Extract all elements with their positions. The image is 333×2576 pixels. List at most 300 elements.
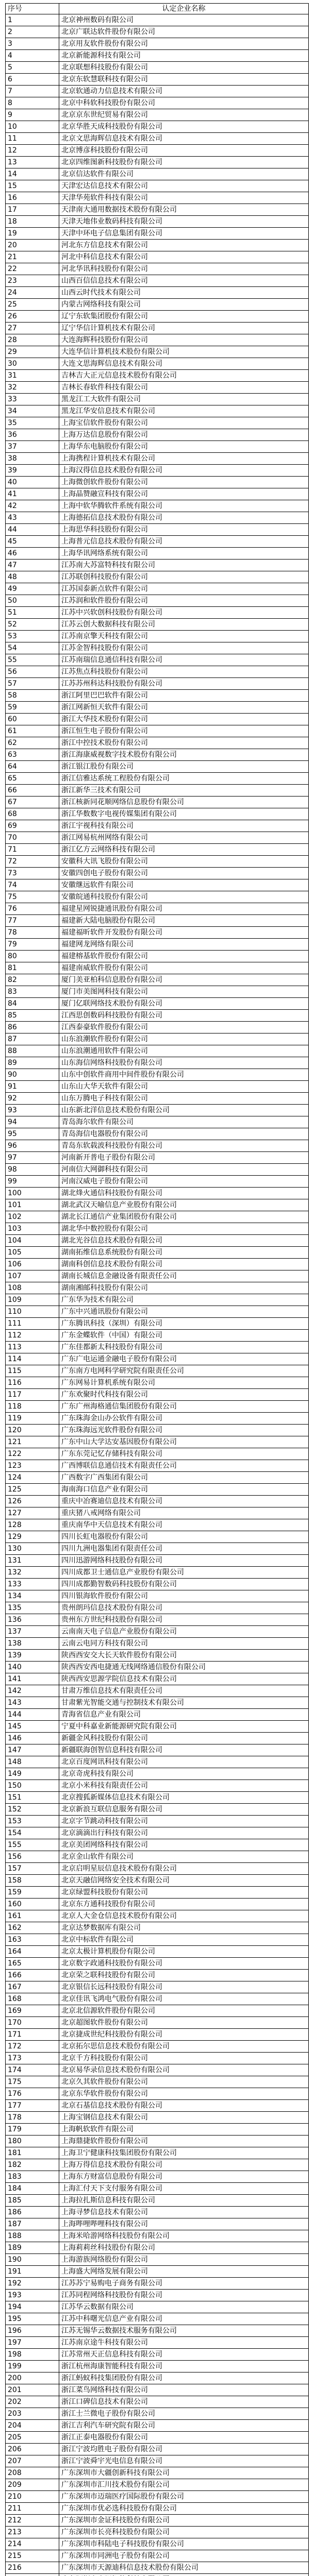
table-row — [6, 2432, 309, 2444]
table-row — [6, 50, 309, 62]
company-name: 北京京东世纪贸易有限公司 — [59, 109, 309, 121]
company-name: 浙江银江股份有限公司 — [59, 761, 309, 773]
row-index: 71 — [6, 844, 59, 856]
row-index: 128 — [6, 1519, 59, 1531]
row-index: 154 — [6, 1827, 59, 1839]
row-index: 43 — [6, 512, 59, 524]
company-name: 上海汇付天下支付服务有限公司 — [59, 2183, 309, 2195]
table-row — [6, 2562, 309, 2574]
table-row — [6, 773, 309, 785]
company-name: 四川九洲电器集团有限责任公司 — [59, 1543, 309, 1555]
table-row — [6, 2337, 309, 2349]
company-table — [5, 3, 309, 2576]
table-row — [6, 631, 309, 642]
row-index: 39 — [6, 465, 59, 477]
table-row — [6, 986, 309, 998]
table-row — [6, 1164, 309, 1176]
table-row — [6, 2207, 309, 2218]
table-row — [6, 1768, 309, 1780]
company-name: 北京博彦科技股份有限公司 — [59, 145, 309, 157]
table-row — [6, 74, 309, 86]
table-row — [6, 1152, 309, 1164]
company-name: 北京信达软件有限公司 — [59, 168, 309, 180]
row-index: 3 — [6, 38, 59, 50]
row-index: 121 — [6, 1436, 59, 1448]
company-name: 广西博联信息通信技术有限责任公司 — [59, 1460, 309, 1472]
table-row — [6, 1436, 309, 1448]
company-name: 福建南威软件股份有限公司 — [59, 962, 309, 974]
table-row — [6, 1887, 309, 1899]
row-index: 82 — [6, 974, 59, 986]
table-row — [6, 1081, 309, 1093]
company-name: 上海华东电脑股份有限公司 — [59, 441, 309, 453]
table-row — [6, 2088, 309, 2100]
row-index: 188 — [6, 2230, 59, 2242]
table-row — [6, 2112, 309, 2124]
company-name: 浙江吉利汽车研究院有限公司 — [59, 2420, 309, 2432]
row-index: 163 — [6, 1934, 59, 1946]
table-row — [6, 2183, 309, 2195]
table-row — [6, 1413, 309, 1425]
company-name: 山东浪潮软件股份有限公司 — [59, 1033, 309, 1045]
row-index: 144 — [6, 1709, 59, 1721]
table-header-row — [6, 4, 309, 14]
row-index: 36 — [6, 429, 59, 441]
company-name: 浙江蚂蚁科技集团股份有限公司 — [59, 2372, 309, 2384]
row-index: 32 — [6, 382, 59, 394]
company-name: 河北东方信息技术有限公司 — [59, 240, 309, 251]
table-row — [6, 749, 309, 761]
table-row — [6, 2491, 309, 2503]
company-name: 湖北光谷信息技术股份有限公司 — [59, 1235, 309, 1247]
row-index: 118 — [6, 1401, 59, 1413]
row-index: 101 — [6, 1199, 59, 1211]
table-row — [6, 1140, 309, 1152]
row-index: 161 — [6, 1910, 59, 1922]
table-row — [6, 465, 309, 477]
row-index: 83 — [6, 986, 59, 998]
table-row — [6, 725, 309, 737]
company-name: 广东中山大学达安基因股份有限公司 — [59, 1436, 309, 1448]
row-index: 197 — [6, 2337, 59, 2349]
table-row — [6, 1045, 309, 1057]
company-name: 上海宝钢信息技术有限公司 — [59, 2112, 309, 2124]
row-index: 2 — [6, 26, 59, 38]
table-row — [6, 1579, 309, 1590]
row-index: 95 — [6, 1128, 59, 1140]
table-row — [6, 796, 309, 808]
table-row — [6, 2124, 309, 2136]
row-index: 6 — [6, 74, 59, 86]
row-index: 158 — [6, 1875, 59, 1887]
row-index: 27 — [6, 323, 59, 334]
row-index: 109 — [6, 1294, 59, 1306]
table-row — [6, 2266, 309, 2278]
row-index: 162 — [6, 1922, 59, 1934]
company-name: 北京华胜天成科技股份有限公司 — [59, 121, 309, 133]
company-name: 湖北长江通信产业集团股份有限公司 — [59, 1211, 309, 1223]
company-name: 北京百度网讯科技有限公司 — [59, 1756, 309, 1768]
row-index: 89 — [6, 1057, 59, 1069]
table-row — [6, 666, 309, 678]
table-row — [6, 97, 309, 109]
table-row — [6, 2420, 309, 2432]
table-row — [6, 2278, 309, 2290]
company-name: 河北中科信息技术有限公司 — [59, 251, 309, 263]
table-row — [6, 548, 309, 560]
row-index: 57 — [6, 678, 59, 690]
table-row — [6, 1602, 309, 1614]
company-name: 江苏中兴软创科技股份有限公司 — [59, 607, 309, 619]
row-index: 164 — [6, 1946, 59, 1958]
table-row — [6, 1235, 309, 1247]
company-name: 河北华讯科技股份有限公司 — [59, 263, 309, 275]
row-index: 96 — [6, 1140, 59, 1152]
company-name: 福建网龙网络有限公司 — [59, 939, 309, 951]
table-row — [6, 927, 309, 939]
company-name: 浙江恒生电子股份有限公司 — [59, 725, 309, 737]
table-row — [6, 962, 309, 974]
company-name: 吉林吉大正元信息技术股份有限公司 — [59, 370, 309, 382]
row-index: 10 — [6, 121, 59, 133]
row-index: 99 — [6, 1176, 59, 1188]
table-row — [6, 180, 309, 192]
company-name: 山东中创软件商用中间件股份有限公司 — [59, 1069, 309, 1081]
row-index: 169 — [6, 2005, 59, 2017]
row-index: 193 — [6, 2290, 59, 2301]
table-row — [6, 1294, 309, 1306]
company-name: 青海省信息产业有限公司 — [59, 1709, 309, 1721]
table-row — [6, 62, 309, 74]
row-index: 147 — [6, 1744, 59, 1756]
table-row — [6, 2017, 309, 2029]
row-index: 140 — [6, 1662, 59, 1673]
company-name: 安徽四创电子股份有限公司 — [59, 868, 309, 879]
row-index: 171 — [6, 2029, 59, 2041]
row-index: 167 — [6, 1981, 59, 1993]
company-name: 重庆猪八戒网络有限公司 — [59, 1507, 309, 1519]
company-name: 北京千方科技股份有限公司 — [59, 2053, 309, 2064]
table-row — [6, 2171, 309, 2183]
table-row — [6, 1756, 309, 1768]
table-row — [6, 607, 309, 619]
row-index: 34 — [6, 405, 59, 417]
row-index: 129 — [6, 1531, 59, 1543]
table-row — [6, 1460, 309, 1472]
company-name: 江苏南京途牛科技有限公司 — [59, 2337, 309, 2349]
row-index: 55 — [6, 654, 59, 666]
row-index: 61 — [6, 725, 59, 737]
company-name: 大连文思海辉信息技术有限公司 — [59, 358, 309, 370]
company-name: 广东东莞记忆存储科技有限公司 — [59, 1448, 309, 1460]
table-row — [6, 903, 309, 915]
company-name: 青岛海信电器股份有限公司 — [59, 1128, 309, 1140]
table-row — [6, 2455, 309, 2467]
row-index: 184 — [6, 2183, 59, 2195]
row-index: 111 — [6, 1318, 59, 1330]
row-index: 136 — [6, 1614, 59, 1626]
row-index: 93 — [6, 1105, 59, 1116]
company-name: 上海汉得信息技术股份有限公司 — [59, 465, 309, 477]
row-index: 26 — [6, 311, 59, 323]
row-index: 212 — [6, 2515, 59, 2527]
table-row — [6, 145, 309, 157]
row-index: 19 — [6, 228, 59, 240]
company-name: 北京拓尔思信息技术股份有限公司 — [59, 2041, 309, 2053]
table-row — [6, 2396, 309, 2408]
row-index: 207 — [6, 2455, 59, 2467]
company-name: 北京文思海辉信息技术有限公司 — [59, 133, 309, 145]
row-index: 115 — [6, 1365, 59, 1377]
company-name: 贵州朗玛信息技术股份有限公司 — [59, 1602, 309, 1614]
table-row — [6, 2218, 309, 2230]
table-row — [6, 1377, 309, 1389]
table-row — [6, 2503, 309, 2515]
company-name: 北京东华软件股份有限公司 — [59, 2088, 309, 2100]
table-row — [6, 2147, 309, 2159]
table-row — [6, 133, 309, 145]
row-index — [6, 2574, 59, 2576]
company-name: 浙江华数数字电视传媒集团有限公司 — [59, 808, 309, 820]
row-index: 119 — [6, 1413, 59, 1425]
row-index: 47 — [6, 560, 59, 571]
company-name: 厦门亿联网络技术股份有限公司 — [59, 998, 309, 1010]
table-row — [6, 2230, 309, 2242]
table-row — [6, 785, 309, 796]
company-name: 上海卫宁健康科技集团股份有限公司 — [59, 2147, 309, 2159]
row-index: 216 — [6, 2562, 59, 2574]
company-name: 北京数字政通科技股份有限公司 — [59, 1958, 309, 1970]
table-row — [6, 1780, 309, 1792]
company-name: 甘肃紫光智能交通与控制技术有限公司 — [59, 1697, 309, 1709]
company-name: 江苏常州天正信息科技有限公司 — [59, 2349, 309, 2361]
table-row — [6, 1116, 309, 1128]
table-row — [6, 1306, 309, 1318]
company-name: 广西数字广西集团有限公司 — [59, 1472, 309, 1484]
row-index: 182 — [6, 2159, 59, 2171]
row-index: 142 — [6, 1685, 59, 1697]
row-index: 66 — [6, 785, 59, 796]
company-name: 广东珠海远光软件股份有限公司 — [59, 1425, 309, 1436]
table-row — [6, 477, 309, 488]
row-index: 192 — [6, 2278, 59, 2290]
row-index: 69 — [6, 820, 59, 832]
row-index: 211 — [6, 2503, 59, 2515]
table-row — [6, 1270, 309, 1282]
company-name: 江苏南京擎天科技有限公司 — [59, 631, 309, 642]
company-name: 江西思创数码科技股份有限公司 — [59, 1010, 309, 1022]
row-index: 20 — [6, 240, 59, 251]
row-index: 194 — [6, 2301, 59, 2313]
row-index: 189 — [6, 2242, 59, 2254]
table-row — [6, 832, 309, 844]
company-name: 宁夏中科嘉业新能源研究院有限公司 — [59, 1721, 309, 1733]
company-name: 浙江中控技术股份有限公司 — [59, 737, 309, 749]
table-row — [6, 702, 309, 714]
row-index: 98 — [6, 1164, 59, 1176]
company-name: 江苏无锡华云数据技术服务有限公司 — [59, 2325, 309, 2337]
row-index: 46 — [6, 548, 59, 560]
company-name: 上海鼎捷软件股份有限公司 — [59, 2136, 309, 2147]
table-row — [6, 1176, 309, 1188]
company-name: 重庆南华中天信息技术有限公司 — [59, 1519, 309, 1531]
table-row — [6, 595, 309, 607]
table-row — [6, 1650, 309, 1662]
row-index: 148 — [6, 1756, 59, 1768]
company-name: 上海中软华腾软件系统有限公司 — [59, 500, 309, 512]
company-name: 浙江杭州海康智能科技有限公司 — [59, 2361, 309, 2372]
row-index: 76 — [6, 903, 59, 915]
table-row — [6, 1922, 309, 1934]
table-row — [6, 761, 309, 773]
row-index: 81 — [6, 962, 59, 974]
table-row — [6, 512, 309, 524]
row-index: 137 — [6, 1626, 59, 1638]
table-row — [6, 417, 309, 429]
table-row — [6, 714, 309, 725]
company-name: 广东网易计算机系统有限公司 — [59, 1377, 309, 1389]
table-row — [6, 228, 309, 240]
row-index: 205 — [6, 2432, 59, 2444]
company-name: 广东珠海金山办公软件有限公司 — [59, 1413, 309, 1425]
company-name: 北京东方通科技股份有限公司 — [59, 1899, 309, 1910]
row-index: 155 — [6, 1839, 59, 1851]
table-row — [6, 1673, 309, 1685]
row-index: 127 — [6, 1507, 59, 1519]
company-name: 北京中标软件有限公司 — [59, 1934, 309, 1946]
company-name: 浙江正泰电器股份有限公司 — [59, 2432, 309, 2444]
row-index: 191 — [6, 2266, 59, 2278]
table-row — [6, 2041, 309, 2053]
row-index: 157 — [6, 1863, 59, 1875]
company-name: 北京启明星辰信息技术股份有限公司 — [59, 1863, 309, 1875]
company-name: 上海哔哩哔哩科技有限公司 — [59, 2218, 309, 2230]
table-row — [6, 2195, 309, 2207]
table-row — [6, 1519, 309, 1531]
row-index: 102 — [6, 1211, 59, 1223]
row-index: 176 — [6, 2088, 59, 2100]
company-name: 辽宁东软集团股份有限公司 — [59, 311, 309, 323]
row-index: 152 — [6, 1804, 59, 1816]
row-index: 25 — [6, 299, 59, 311]
table-row — [6, 1448, 309, 1460]
table-row — [6, 346, 309, 358]
company-name: 大连华信计算机技术股份有限公司 — [59, 346, 309, 358]
row-index: 201 — [6, 2384, 59, 2396]
company-name: 天津宏达信息技术有限公司 — [59, 180, 309, 192]
company-name: 江苏南大苏富特科技有限公司 — [59, 560, 309, 571]
row-index: 131 — [6, 1555, 59, 1567]
table-row — [6, 358, 309, 370]
company-name: 北京中科软科技股份有限公司 — [59, 97, 309, 109]
row-index: 125 — [6, 1484, 59, 1496]
row-index: 185 — [6, 2195, 59, 2207]
row-index: 123 — [6, 1460, 59, 1472]
table-row — [6, 1472, 309, 1484]
row-index: 209 — [6, 2479, 59, 2491]
row-index: 175 — [6, 2076, 59, 2088]
company-name: 江苏南瑞信息通信科技有限公司 — [59, 654, 309, 666]
row-index: 67 — [6, 796, 59, 808]
row-index: 110 — [6, 1306, 59, 1318]
company-name: 黑龙江工大软件有限公司 — [59, 394, 309, 405]
row-index: 204 — [6, 2420, 59, 2432]
row-index: 104 — [6, 1235, 59, 1247]
company-name: 青岛东软载波科技股份有限公司 — [59, 1140, 309, 1152]
table-row — [6, 1128, 309, 1140]
company-name: 北京超图软件股份有限公司 — [59, 2017, 309, 2029]
row-index: 45 — [6, 536, 59, 548]
row-index: 106 — [6, 1259, 59, 1270]
company-name: 吉林长春软件科技有限公司 — [59, 382, 309, 394]
table-row — [6, 1365, 309, 1377]
table-row — [6, 1839, 309, 1851]
table-row — [6, 1318, 309, 1330]
table-row — [6, 26, 309, 38]
company-name: 天津天地伟业数码科技有限公司 — [59, 216, 309, 228]
row-index: 75 — [6, 891, 59, 903]
row-index: 94 — [6, 1116, 59, 1128]
company-name: 上海帆软软件有限公司 — [59, 2124, 309, 2136]
row-index: 199 — [6, 2361, 59, 2372]
table-row — [6, 429, 309, 441]
row-index: 41 — [6, 488, 59, 500]
table-row — [6, 2479, 309, 2491]
row-index: 24 — [6, 287, 59, 299]
row-index: 87 — [6, 1033, 59, 1045]
company-name: 江苏焦点科技股份有限公司 — [59, 666, 309, 678]
row-index: 196 — [6, 2325, 59, 2337]
table-row — [6, 1199, 309, 1211]
company-name: 北京太极计算机股份有限公司 — [59, 1946, 309, 1958]
company-name: 湖北武汉天喻信息产业股份有限公司 — [59, 1199, 309, 1211]
company-name: 北京软通动力信息技术有限公司 — [59, 86, 309, 97]
company-name: 广东深圳市长亮科技股份有限公司 — [59, 2527, 309, 2538]
table-row — [6, 1330, 309, 1342]
company-name: 北京绿盟科技股份有限公司 — [59, 1887, 309, 1899]
table-row — [6, 939, 309, 951]
company-name: 安徽科大讯飞股份有限公司 — [59, 856, 309, 868]
row-index: 60 — [6, 714, 59, 725]
row-index: 90 — [6, 1069, 59, 1081]
table-row — [6, 1223, 309, 1235]
company-name: 上海华讯网络系统有限公司 — [59, 548, 309, 560]
table-row — [6, 583, 309, 595]
table-row — [6, 157, 309, 168]
row-index: 200 — [6, 2372, 59, 2384]
company-name: 北京久其软件股份有限公司 — [59, 2076, 309, 2088]
row-index: 146 — [6, 1733, 59, 1744]
table-row — [6, 38, 309, 50]
company-name: 上海万得信息技术股份有限公司 — [59, 2159, 309, 2171]
company-name: 海南海口信息产业有限公司 — [59, 1484, 309, 1496]
company-name: 安徽继远软件有限公司 — [59, 879, 309, 891]
row-index: 73 — [6, 868, 59, 879]
table-row — [6, 287, 309, 299]
company-name: 江苏国泰新点软件有限公司 — [59, 583, 309, 595]
company-name: 福建福昕软件开发股份有限公司 — [59, 927, 309, 939]
table-row — [6, 1827, 309, 1839]
row-index: 16 — [6, 192, 59, 204]
row-index: 116 — [6, 1377, 59, 1389]
company-name: 上海游族网络股份有限公司 — [59, 2254, 309, 2266]
column-header-company-name: 认定企业名称 — [59, 4, 309, 14]
company-name: 江苏苏宁易购电子商务有限公司 — [59, 2278, 309, 2290]
table-row — [6, 1744, 309, 1756]
table-row — [6, 879, 309, 891]
company-name: 山东浪潮通用软件有限公司 — [59, 1045, 309, 1057]
row-index: 14 — [6, 168, 59, 180]
